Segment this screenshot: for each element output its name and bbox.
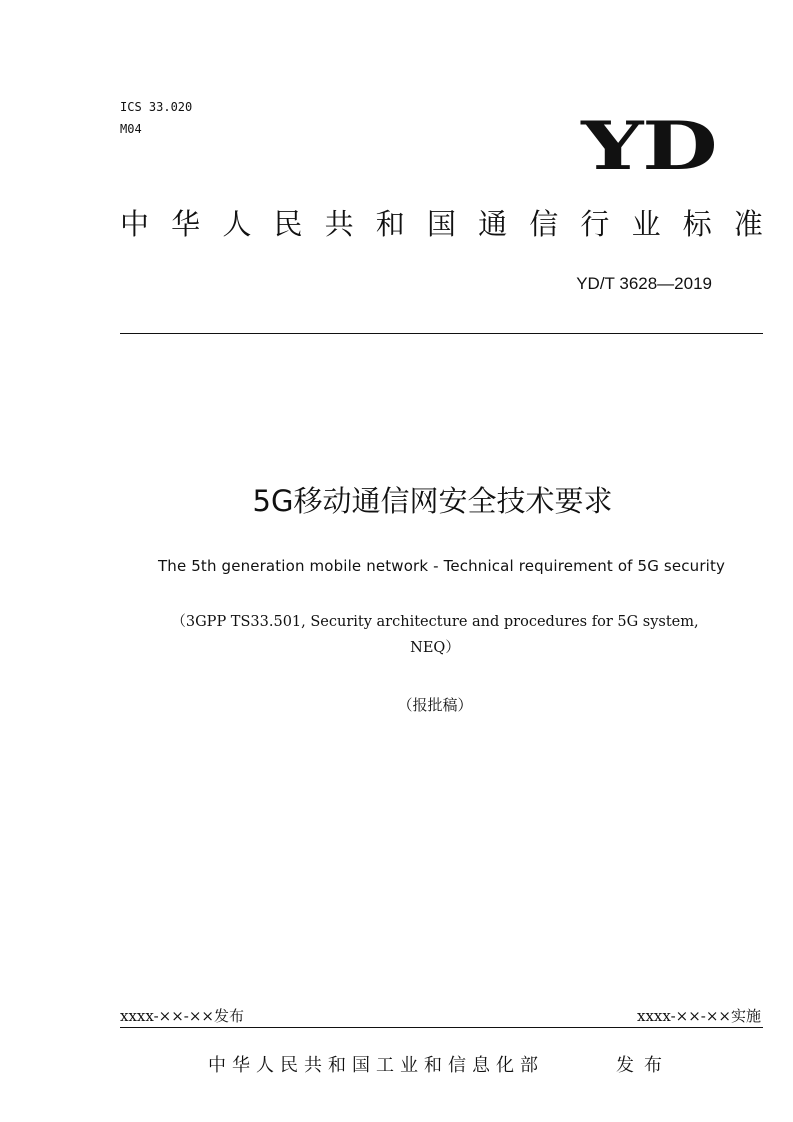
- standard-title-char: 业: [631, 207, 661, 241]
- publisher-name: 中华人民共和国工业和信息化部: [208, 1055, 544, 1076]
- standard-category-title: [120, 204, 763, 244]
- equivalence-note-line1: （3GPP TS33.501, Security architecture and procedures for 5G system,: [171, 614, 699, 630]
- issue-date: xxxx-××-××发布: [120, 1007, 244, 1025]
- document-title-en: The 5th generation mobile network - Technical requirement of 5G security: [157, 557, 726, 575]
- standard-title-char: 中: [120, 207, 150, 241]
- standard-title-char: 通: [478, 207, 508, 241]
- draft-status: （报批稿）: [397, 696, 473, 714]
- standard-title-char: 行: [580, 207, 610, 241]
- implementation-date: xxxx-××-××实施: [637, 1007, 761, 1025]
- standard-title-char: 国: [426, 207, 456, 241]
- standard-title-char: 民: [273, 207, 303, 241]
- bottom-divider: [120, 1027, 763, 1028]
- standard-number: YD/T 3628—2019: [576, 274, 712, 293]
- standard-title-char: 华: [171, 207, 201, 241]
- yd-logo: YD: [580, 107, 716, 185]
- top-divider: [120, 333, 763, 334]
- ics-code: ICS 33.020: [120, 100, 193, 114]
- standard-title-char: 和: [375, 207, 405, 241]
- classification-code: M04: [120, 122, 142, 136]
- publisher-action: 发布: [616, 1055, 672, 1076]
- standard-title-char: 标: [682, 207, 712, 241]
- standard-title-char: 人: [222, 207, 252, 241]
- standard-title-char: 共: [324, 207, 354, 241]
- standard-title-char: 信: [529, 207, 559, 241]
- document-title-cn: 5G移动通信网安全技术要求: [252, 484, 613, 518]
- equivalence-note-line2: NEQ）: [410, 640, 460, 656]
- standard-title-char: 准: [733, 207, 763, 241]
